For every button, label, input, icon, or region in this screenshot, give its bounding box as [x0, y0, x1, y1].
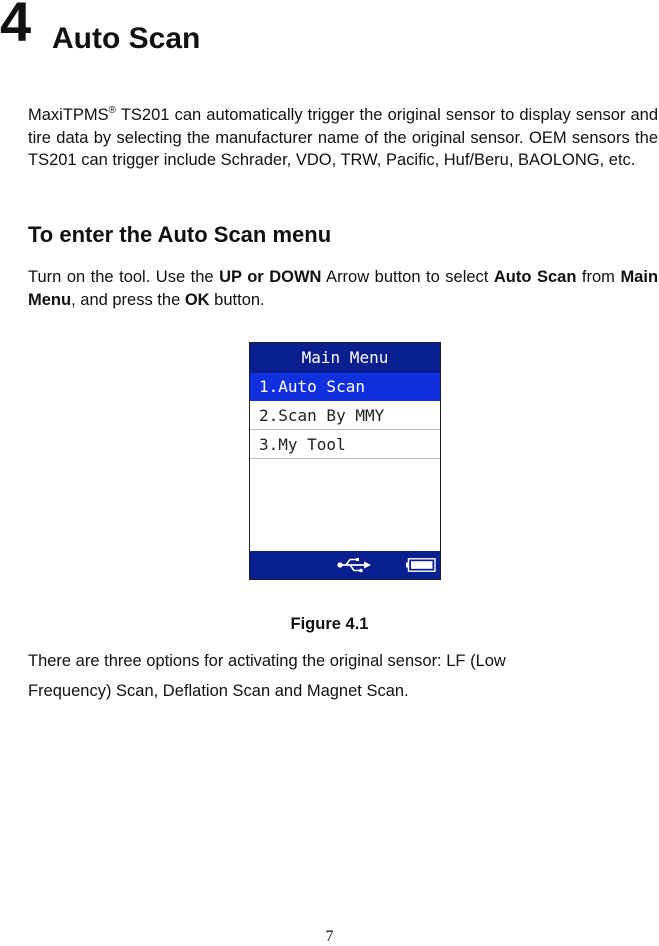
closing-line-2: Frequency) Scan, Deflation Scan and Magnet Scan.: [28, 682, 409, 700]
closing-paragraph: [28, 646, 658, 706]
brand-name: MaxiTPMS: [28, 106, 109, 124]
chapter-title: Auto Scan: [52, 22, 201, 55]
closing-line-1: There are three options for activating the original sensor: LF (Low: [28, 652, 506, 670]
usb-icon: [336, 556, 372, 574]
intro-text: TS201 can automatically trigger the original sensor to display sensor and tire data by selecting the manufacturer name of the original sensor. OEM sensors the TS201 can trigger include Schrader, VDO, TRW, Pacific, Huf/Beru, BAOLONG, etc.: [28, 106, 658, 169]
instruction-text-4: , and press the: [71, 290, 185, 309]
device-status-bar: [250, 551, 440, 579]
instruction-text-2: Arrow button to select: [321, 268, 494, 286]
intro-paragraph: [28, 100, 658, 172]
chapter-number: 4: [0, 0, 32, 53]
menu-item-scan-by-mmy[interactable]: 2.Scan By MMY: [250, 402, 440, 430]
section-heading: To enter the Auto Scan menu: [28, 222, 332, 247]
instruction-bold-ok: OK: [184, 290, 210, 309]
device-screen: [249, 342, 441, 580]
instruction-text-3: from: [581, 268, 621, 286]
registered-mark: ®: [108, 105, 117, 116]
instruction-bold-mainmenu: Main Menu: [28, 268, 659, 309]
figure-caption: Figure 4.1: [290, 615, 369, 633]
instruction-paragraph: [28, 266, 658, 311]
battery-icon: [406, 558, 436, 572]
device-menu-title: Main Menu: [250, 343, 440, 373]
instruction-bold-autoscan: Auto Scan: [493, 268, 577, 286]
instruction-text-1: Turn on the tool. Use the: [28, 268, 220, 286]
menu-item-my-tool[interactable]: 3.My Tool: [250, 431, 440, 459]
instruction-bold-updown: UP or DOWN: [219, 268, 322, 286]
menu-item-auto-scan[interactable]: 1.Auto Scan: [250, 373, 440, 401]
instruction-text-5: button.: [209, 290, 265, 309]
page-number: 7: [325, 928, 334, 945]
